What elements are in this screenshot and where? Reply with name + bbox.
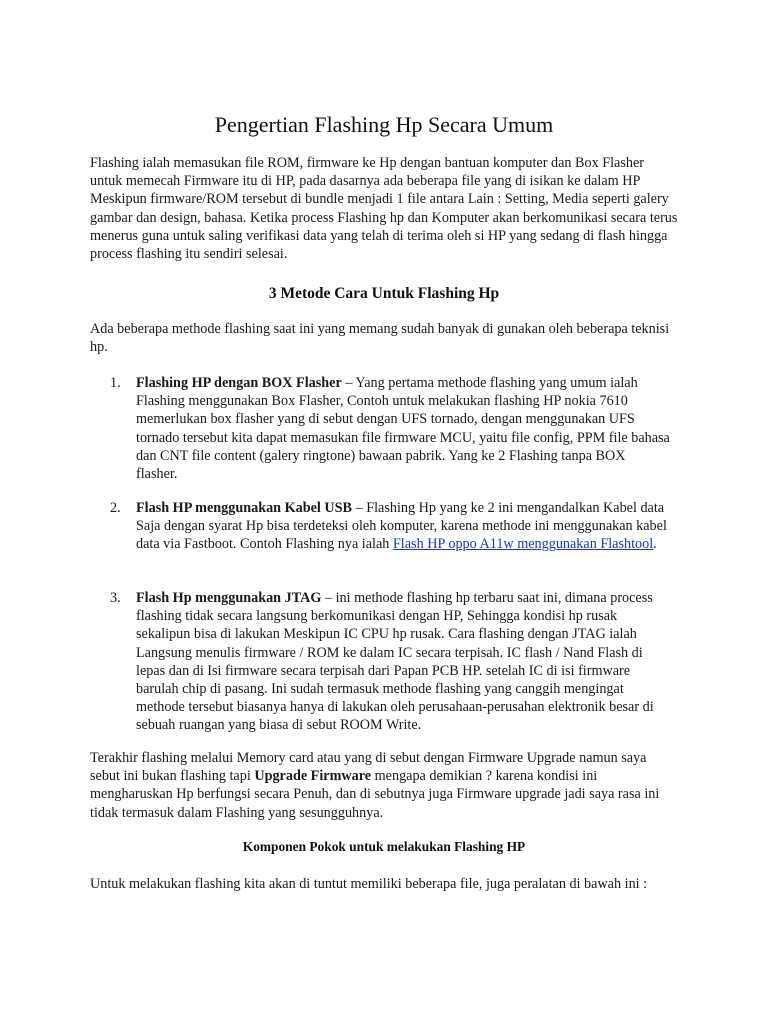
section-heading-methods: 3 Metode Cara Untuk Flashing Hp	[268, 285, 500, 302]
list-number: 2.	[110, 500, 121, 516]
components-intro-paragraph: Untuk melakukan flashing kita akan di tuntut memiliki beberapa file, juga peralatan di bawah ini :	[90, 876, 648, 892]
list-number: 1.	[110, 375, 121, 391]
closing-text-start: Terakhir flashing melalui Memory card atau yang di sebut dengan Firmware Upgrade namun saya sebut ini bukan flashing tapi	[90, 750, 647, 785]
list-item-title: Flash HP menggunakan Kabel USB	[136, 500, 353, 516]
list-item-body: – Yang pertama methode flashing yang umum ialah Flashing menggunakan Box Flasher, Contoh untuk melakukan flashing HP nokia 7610 memerlukan box flasher yang di sebut dengan UFS tornado, dengan menggunakan UFS tornado tersebut kita dapat memasukan file firmware MCU, yaitu file config, PPM file bahasa dan CNT file content (galery ringtone) bawaan pabrik. Yang ke 2 Flashing tanpa BOX flasher.	[136, 375, 670, 483]
list-item-title: Flashing HP dengan BOX Flasher	[136, 375, 342, 391]
list-item-body: – Flashing Hp yang ke 2 ini mengandalkan Kabel data Saja dengan syarat Hp bisa terdeteksi oleh komputer, karena methode ini menggunakan kabel data via Fastboot. Contoh Flashing nya ialah	[136, 500, 667, 553]
list-number: 3.	[110, 590, 121, 606]
section-heading-components: Komponen Pokok untuk melakukan Flashing HP	[242, 839, 526, 854]
list-item-body: – ini methode flashing hp terbaru saat ini, dimana process flashing tidak secara langsung berkomunikasi dengan HP, Sehingga kondisi hp rusak sekalipun bisa di lakukan Meskipun IC CPU hp rusak. Cara flashing dengan JTAG ialah Langsung menulis firmware / ROM ke dalam IC secara terpisah. IC flash / Nand Flash di lepas dan di Isi firmware secara terpisah dari Papan PCB HP. setelah IC di isi firmware barulah chip di pasang. Ini sudah termasuk methode flashing yang canggih mengingat methode tersebut biasanya hanya di lakukan oleh perusahaan-perusahan elektronik besar di sebuah ruangan yang biasa di sebut ROOM Write.	[136, 590, 654, 734]
closing-bold-term: Upgrade Firmware	[254, 768, 372, 785]
methods-intro-paragraph: Ada beberapa methode flashing saat ini yang memang sudah banyak di gunakan oleh beberapa teknisi hp.	[90, 321, 670, 356]
closing-text-end: mengapa demikian ? karena kondisi ini mengharuskan Hp berfungsi secara Penuh, dan di sebutnya juga Firmware upgrade jadi saya rasa ini tidak termasuk dalam Flashing yang sesungguhnya.	[90, 768, 660, 821]
closing-paragraph	[90, 749, 678, 822]
flashtool-link[interactable]: Flash HP oppo A11w menggunakan Flashtool	[392, 536, 654, 553]
list-item-text	[136, 589, 670, 735]
list-item-end: .	[653, 536, 657, 553]
page-title: Pengertian Flashing Hp Secara Umum	[214, 112, 554, 137]
intro-paragraph: Flashing ialah memasukan file ROM, firmware ke Hp dengan bantuan komputer dan Box Flasher untuk memecah Firmware itu di HP, pada dasarnya ada beberapa file yang di isikan ke dalam HP Meskipun firmware/ROM tersebut di bundle menjadi 1 file antara Lain : Setting, Media seperti galery gambar dan design, bahasa. Ketika process Flashing hp dan Komputer akan berkomunikasi secara terus menerus guna untuk saling verifikasi data yang telah di terima oleh si HP yang sedang di flash hingga process flashing itu sendiri selesai.	[90, 155, 678, 263]
list-item-text	[136, 499, 670, 554]
list-item-title: Flash Hp menggunakan JTAG	[136, 590, 322, 606]
list-item-text	[136, 374, 670, 483]
